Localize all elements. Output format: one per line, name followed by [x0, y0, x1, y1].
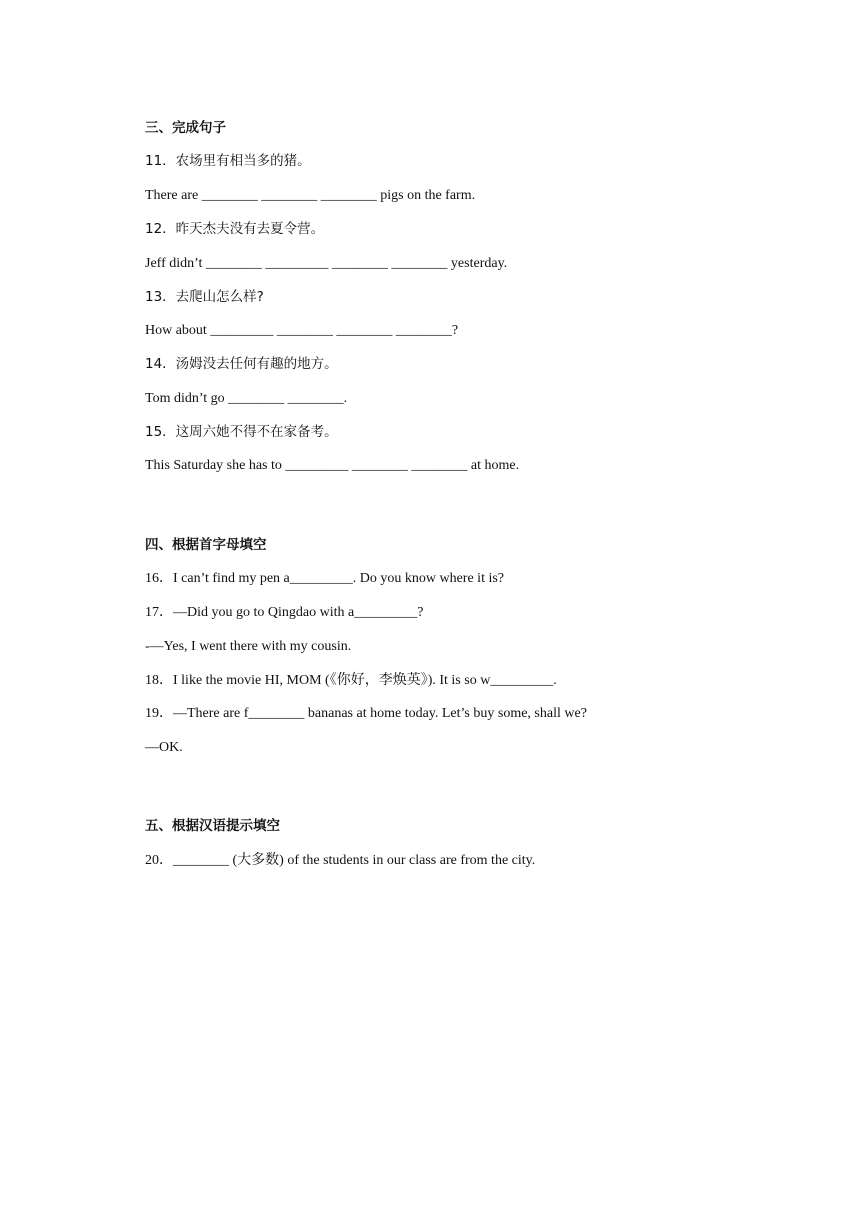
section-heading-complete-sentences: 三、完成句子: [145, 120, 226, 136]
question-15-prompt: 15．这周六她不得不在家备考。: [145, 424, 338, 440]
question-15-sentence: This Saturday she has to _________ ________ ________ at home.: [145, 458, 520, 473]
section-heading-initial-letter-fill: 四、根据首字母填空: [145, 537, 267, 553]
question-17-reply: -—Yes, I went there with my cousin.: [145, 639, 352, 654]
question-12-sentence: Jeff didn’t ________ _________ ________ ________ yesterday.: [145, 256, 508, 271]
question-19-reply: —OK.: [145, 740, 183, 755]
question-13-sentence: How about _________ ________ ________ ________?: [145, 323, 459, 338]
question-11-sentence: There are ________ ________ ________ pigs on the farm.: [145, 188, 476, 203]
question-14-sentence: Tom didn’t go ________ ________.: [145, 391, 348, 406]
question-20: 20．________ (大多数) of the students in our class are from the city.: [145, 853, 536, 868]
question-19: 19．—There are f________ bananas at home today. Let’s buy some, shall we?: [145, 706, 587, 721]
question-12-prompt: 12．昨天杰夫没有去夏令营。: [145, 221, 325, 237]
question-13-prompt: 13．去爬山怎么样?: [145, 289, 264, 305]
section-heading-chinese-hint-fill: 五、根据汉语提示填空: [145, 818, 280, 834]
question-11-prompt: 11．农场里有相当多的猪。: [145, 153, 311, 169]
question-18: 18．I like the movie HI, MOM (《你好，李焕英》). It is so w_________.: [145, 673, 557, 688]
question-16: 16．I can’t find my pen a_________. Do you know where it is?: [145, 571, 505, 586]
question-17: 17．—Did you go to Qingdao with a_________?: [145, 605, 424, 620]
question-14-prompt: 14．汤姆没去任何有趣的地方。: [145, 356, 338, 372]
